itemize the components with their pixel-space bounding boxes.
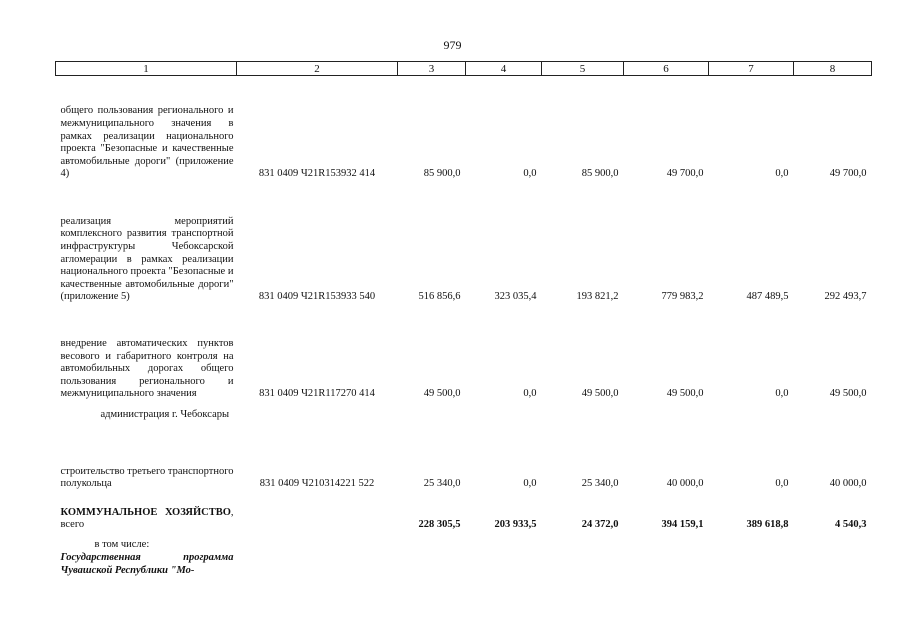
value-cell: 389 618,8 [746,519,789,531]
budget-code: 831 0409 Ч210314221 522 [259,478,375,490]
value-cell: 4 540,3 [835,519,867,531]
value-cell: 487 489,5 [746,291,789,303]
value-cell: 24 372,0 [581,519,619,531]
column-header: 2 [237,62,398,76]
value-cell: 49 500,0 [666,388,704,400]
value-cell: 49 700,0 [829,168,867,180]
value-cell: 323 035,4 [494,291,537,303]
budget-code: 831 0409 Ч21R153933 540 [258,291,376,303]
budget-code: 831 0409 Ч21R117270 414 [259,388,375,400]
table-row [56,181,872,304]
section-title: КОММУНАЛЬНОЕ ХОЗЯЙСТВО [60,506,231,518]
value-cell: 0,0 [523,388,537,400]
column-header: 3 [398,62,466,76]
table-row [56,304,872,401]
row-description: строительство третьего транспортного полукольца [60,465,234,490]
value-cell: 516 856,6 [418,291,461,303]
row-description: администрация г. Чебоксары [100,409,230,420]
column-header: 4 [466,62,542,76]
value-cell: 49 500,0 [829,388,867,400]
value-cell: 394 159,1 [661,519,704,531]
program-title: Государственная программа Чувашской Республики "Мо- [60,552,234,576]
table-row [56,552,872,582]
value-cell: 0,0 [523,168,537,180]
value-cell: 49 500,0 [423,388,461,400]
value-cell: 85 900,0 [423,168,461,180]
value-cell: 25 340,0 [581,478,619,490]
row-description: внедрение автоматических пунктов весового и габаритного контроля на автомобильных дорогах общего пользования регионального и межмуниципального значения [60,338,234,400]
section-title-tail: , всего [60,506,234,531]
value-cell: 49 700,0 [666,168,704,180]
column-header: 1 [56,62,237,76]
section-heading [56,491,237,532]
row-description: общего пользования регионального и межмуниципального значения в рамках реализации национального проекта "Безопасные и качественные автомобильные дороги" (приложение 4) [60,105,234,180]
value-cell: 779 983,2 [661,291,704,303]
table-row [56,532,872,552]
row-description: реализация мероприятий комплексного развития транспортной инфраструктуры Чебоксарской агломерации в рамках реализации национального проекта "Безопасные и качественные автомобильные дороги" (приложение 5) [60,215,234,303]
page-number: 979 [443,38,462,52]
budget-table [55,61,872,582]
value-cell: 40 000,0 [829,478,867,490]
column-header: 5 [542,62,624,76]
value-cell: 0,0 [775,168,789,180]
value-cell: 203 933,5 [494,519,537,531]
value-cell: 193 821,2 [576,291,619,303]
value-cell: 292 493,7 [824,291,867,303]
value-cell: 25 340,0 [423,478,461,490]
table-row-total [56,491,872,532]
column-header: 6 [624,62,709,76]
row-description: в том числе: [94,539,150,551]
table-row [56,451,872,491]
value-cell: 85 900,0 [581,168,619,180]
value-cell: 40 000,0 [666,478,704,490]
column-header: 8 [794,62,872,76]
value-cell: 49 500,0 [581,388,619,400]
column-header: 7 [709,62,794,76]
value-cell: 228 305,5 [418,519,461,531]
value-cell: 0,0 [523,478,537,490]
value-cell: 0,0 [775,478,789,490]
table-header-row [56,62,872,76]
value-cell: 0,0 [775,388,789,400]
budget-code: 831 0409 Ч21R153932 414 [258,168,376,180]
table-row [56,76,872,182]
table-row [56,401,872,451]
